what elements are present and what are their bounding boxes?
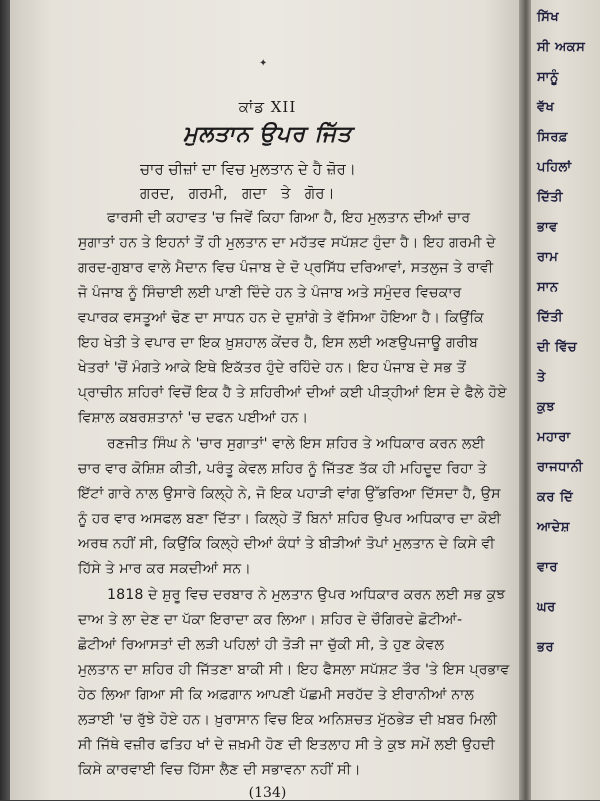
next-page-fragment: ਸਾਨੂੰ [537, 70, 559, 85]
next-page-fragment: ਮਹਾਰਾ [537, 430, 571, 445]
next-page-fragment: ਤੇ [537, 370, 546, 385]
next-page-fragment: ਸਾਨ [537, 280, 559, 295]
paragraph-line: ਵਿਸ਼ਾਲ ਕਬਰਸ਼ਤਾਨਾਂ 'ਚ ਦਫਨ ਪਈਆਂ ਹਨ। [78, 410, 309, 426]
next-page-fragment: ਸੀ ਅਕਸ [537, 40, 586, 55]
next-page-fragment: ਸਿਰਫ਼ [537, 130, 568, 145]
next-page-fragment: ਕੁਝ [537, 400, 556, 415]
paragraph-line: ਇੱਟਾਂ ਗਾਰੇ ਨਾਲ ਉਸਾਰੇ ਕਿਲ੍ਹੇ ਨੇ, ਜੋ ਇਕ ਪਹਾੜੀ ਵਾਂਗ ਉੱਭਰਿਆ ਦਿੱਸਦਾ ਹੈ, ਉਸ [78, 486, 501, 502]
paragraph-line: ਸੀ ਜਿੱਥੇ ਵਜ਼ੀਰ ਫਤਿਹ ਖਾਂ ਦੇ ਜ਼ਖ਼ਮੀ ਹੋਣ ਦੀ ਇਤਲਾਹ ਸੀ ਤੇ ਕੁਝ ਸਮੇਂ ਲਈ ਉਹਦੀ [78, 737, 495, 753]
next-page-fragment: ਭਾਵ [537, 220, 558, 235]
paragraph-line: ਮੁਲਤਾਨ ਦਾ ਸ਼ਹਿਰ ਹੀ ਜਿੱਤਣਾ ਬਾਕੀ ਸੀ। ਇਹ ਫੈਸਲਾ ਸਪੱਸ਼ਟ ਤੌਰ 'ਤੇ ਇਸ ਪ੍ਰਭਾਵ [78, 662, 510, 678]
paragraph-line: ਖੇਤਰਾਂ 'ਚੋਂ ਮੰਗਤੇ ਆਕੇ ਇਥੇ ਇਕੱਤਰ ਹੁੰਦੇ ਰਹਿੰਦੇ ਹਨ। ਇਹ ਪੰਜਾਬ ਦੇ ਸਭ ਤੋਂ [78, 360, 466, 376]
paragraph-line: ਪ੍ਰਾਚੀਨ ਸ਼ਹਿਰਾਂ ਵਿਚੋਂ ਇਕ ਹੈ ਤੇ ਸ਼ਹਿਰੀਆਂ ਦੀਆਂ ਕਈ ਪੀੜ੍ਹੀਆਂ ਇਸ ਦੇ ਫੈਲੇ ਹੋਏ [78, 385, 507, 401]
next-page-fragment: ਘਰ [537, 600, 556, 615]
paragraph-line: ਅਰਥ ਨਹੀਂ ਸੀ, ਕਿਉਂਕਿ ਕਿਲ੍ਹੇ ਦੀਆਂ ਕੰਧਾਂ ਤੇ ਬੀੜੀਆਂ ਤੋਪਾਂ ਮੁਲਤਾਨ ਦੇ ਕਿਸੇ ਵੀ [78, 536, 495, 552]
paragraph-line: ਨੂੰ ਹਰ ਵਾਰ ਅਸਫਲ ਬਣਾ ਦਿੱਤਾ। ਕਿਲ੍ਹੇ ਤੋਂ ਬਿਨਾਂ ਸ਼ਹਿਰ ਉਪਰ ਅਧਿਕਾਰ ਦਾ ਕੋਈ [78, 511, 502, 527]
paragraph-line: ਦਾਅ ਤੇ ਲਾ ਦੇਣ ਦਾ ਪੱਕਾ ਇਰਾਦਾ ਕਰ ਲਿਆ। ਸ਼ਹਿਰ ਦੇ ਚੌਗਿਰਦੇ ਛੋਟੀਆਂ- [78, 612, 463, 628]
book-page [10, 0, 525, 800]
next-page-fragment: ਦਿੱਤੀ [537, 310, 564, 325]
next-page-fragment: ਦਿੱਤੀ [537, 190, 564, 205]
paragraph-line: ਲੜਾਈ 'ਚ ਰੁੱਝੇ ਹੋਏ ਹਨ। ਖ਼ੁਰਾਸਾਨ ਵਿਚ ਇਕ ਅਨਿਸ਼ਚਤ ਮੁੱਠਭੇੜ ਦੀ ਖ਼ਬਰ ਮਿਲੀ [78, 712, 498, 728]
verse-line: ਚਾਰ ਚੀਜ਼ਾਂ ਦਾ ਵਿਚ ਮੁਲਤਾਨ ਦੇ ਹੈ ਜ਼ੋਰ। [140, 160, 356, 178]
paragraph-line: ਜੋ ਪੰਜਾਬ ਨੂੰ ਸਿੰਚਾਈ ਲਈ ਪਾਣੀ ਦਿੰਦੇ ਹਨ ਤੇ ਪੰਜਾਬ ਅਤੇ ਸਮੁੰਦਰ ਵਿਚਕਾਰ [78, 285, 462, 301]
paragraph-line: ਇਹ ਖੇਤੀ ਤੇ ਵਪਾਰ ਦਾ ਇਕ ਖ਼ੁਸ਼ਹਾਲ ਕੇਂਦਰ ਹੈ, ਇਸ ਲਈ ਅਣਉਪਜਾਊ ਗਰੀਬ [78, 335, 479, 351]
next-page-fragment: ਸਿੱਖ [537, 10, 560, 25]
ornament-icon: ✦ [259, 58, 268, 69]
next-page-fragment: ਪਹਿਲਾਂ [537, 160, 572, 175]
next-page-fragment: ਕਰ ਦਿੱ [537, 490, 574, 505]
paragraph-line: ਹੇਠ ਲਿਆ ਗਿਆ ਸੀ ਕਿ ਅਫ਼ਗਾਨ ਆਪਣੀ ਪੱਛਮੀ ਸਰਹੱਦ ਤੇ ਈਰਾਨੀਆਂ ਨਾਲ [78, 687, 475, 703]
next-page-fragment: ਆਦੇਸ਼ [537, 520, 570, 535]
next-page-fragment: ਭਰ [537, 640, 555, 655]
next-page-fragment: ਰਾਜਧਾਨੀ [537, 460, 584, 475]
paragraph-line: ਕਿਸੇ ਕਾਰਵਾਈ ਵਿਚ ਹਿੱਸਾ ਲੈਣ ਦੀ ਸਭਾਵਨਾ ਨਹੀਂ ਸੀ। [78, 762, 361, 778]
paragraph-line: ਚਾਰ ਵਾਰ ਕੋਸ਼ਿਸ਼ ਕੀਤੀ, ਪਰੰਤੂ ਕੇਵਲ ਸ਼ਹਿਰ ਨੂੰ ਜਿੱਤਣ ਤੱਕ ਹੀ ਮਹਿਦੂਦ ਰਿਹਾ ਤੇ [78, 461, 487, 477]
next-page-fragment: ਦੀ ਵਿੱਚ [537, 340, 578, 355]
chapter-title: ਮੁਲਤਾਨ ਉਪਰ ਜਿੱਤ [182, 122, 353, 147]
chapter-label: ਕਾਂਡ XII [238, 98, 297, 116]
paragraph-line: ਰਣਜੀਤ ਸਿੰਘ ਨੇ 'ਚਾਰ ਸੁਗਾਤਾਂ' ਵਾਲੇ ਇਸ ਸ਼ਹਿਰ ਤੇ ਅਧਿਕਾਰ ਕਰਨ ਲਈ [107, 436, 485, 452]
paragraph-line: ਸੁਗਾਤਾਂ ਹਨ ਤੇ ਇਹਨਾਂ ਤੋਂ ਹੀ ਮੁਲਤਾਨ ਦਾ ਮਹੱਤਵ ਸਪੱਸ਼ਟ ਹੁੰਦਾ ਹੈ। ਇਹ ਗਰਮੀ ਦੇ [78, 235, 496, 251]
paragraph-line: ਫਾਰਸੀ ਦੀ ਕਹਾਵਤ 'ਚ ਜਿਵੇਂ ਕਿਹਾ ਗਿਆ ਹੈ, ਇਹ ਮੁਲਤਾਨ ਦੀਆਂ ਚਾਰ [107, 210, 471, 226]
next-page-fragment: ਰਾਮ [537, 250, 559, 265]
next-page-edge [531, 0, 600, 800]
page-number: (134) [248, 785, 287, 801]
next-page-fragment: ਵਾਰ [537, 560, 558, 575]
verse-line: ਗਰਦ, ਗਰਮੀ, ਗਦਾ ਤੇ ਗੋਰ। [140, 184, 335, 202]
next-page-fragment: ਵੱਖ [537, 100, 555, 115]
paragraph-line: ਵਪਾਰਕ ਵਸਤੂਆਂ ਢੋਣ ਦਾ ਸਾਧਨ ਹਨ ਦੇ ਦੁਸ਼ਾਂਗੇ ਤੇ ਵੱਸਿਆ ਹੋਇਆ ਹੈ। ਕਿਉਂਕਿ [78, 310, 484, 326]
paragraph-line: ਛੋਟੀਆਂ ਰਿਆਸਤਾਂ ਦੀ ਲੜੀ ਪਹਿਲਾਂ ਹੀ ਤੋੜੀ ਜਾ ਚੁੱਕੀ ਸੀ, ਤੇ ਹੁਣ ਕੇਵਲ [78, 637, 445, 653]
paragraph-line: 1818 ਦੇ ਸ਼ੁਰੂ ਵਿਚ ਦਰਬਾਰ ਨੇ ਮੁਲਤਾਨ ਉਪਰ ਅਧਿਕਾਰ ਕਰਨ ਲਈ ਸਭ ਕੁਝ [107, 587, 506, 603]
paragraph-line: ਗਰਦ-ਗੁਬਾਰ ਵਾਲੇ ਮੈਦਾਨ ਵਿਚ ਪੰਜਾਬ ਦੇ ਦੋ ਪ੍ਰਸਿੱਧ ਦਰਿਆਵਾਂ, ਸਤਲੁਜ ਤੇ ਰਾਵੀ [78, 260, 494, 276]
paragraph-line: ਹਿੱਸੇ ਤੇ ਮਾਰ ਕਰ ਸਕਦੀਆਂ ਸਨ। [78, 561, 252, 577]
